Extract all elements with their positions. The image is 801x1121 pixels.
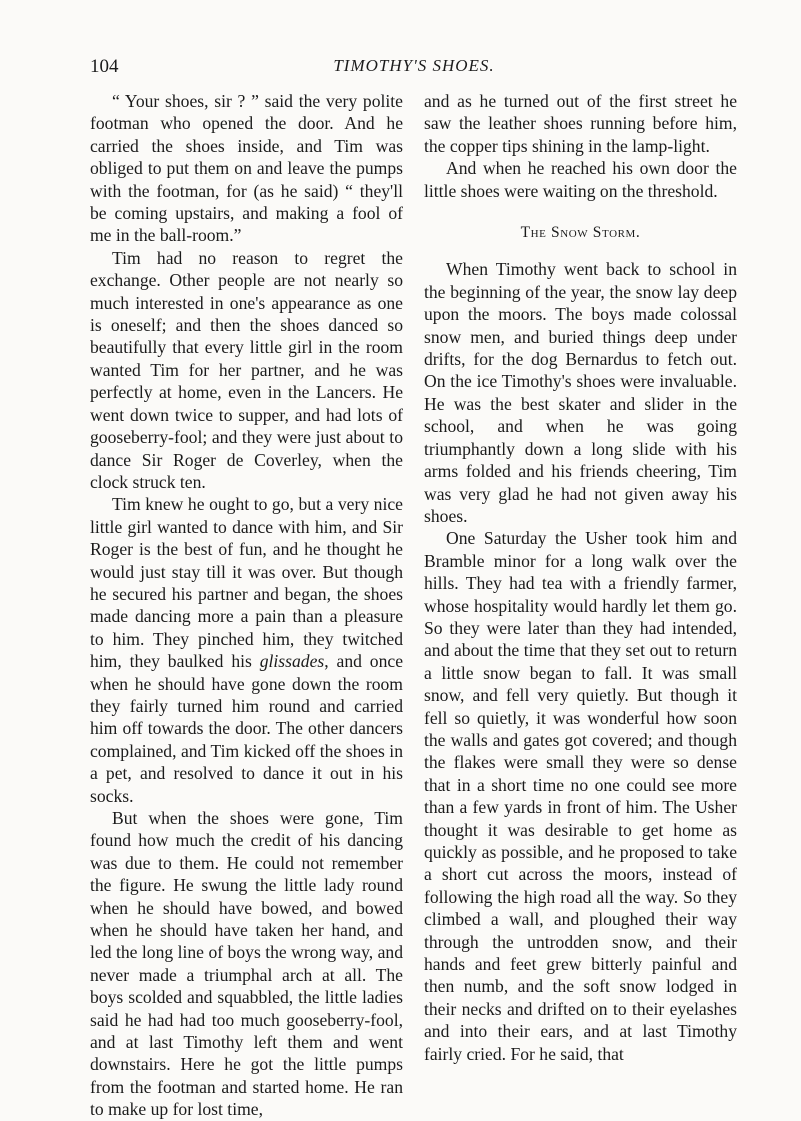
right-column <box>424 90 737 1065</box>
paragraph: “ Your shoes, sir ? ” said the very polite footman who opened the door. And he carried the shoes inside, and Tim was obliged to put them on and leave the pumps with the footman, for (as he said) “ they'll be coming upstairs, and making a fool of me in the ball-room.” <box>90 91 403 246</box>
paragraph: Tim had no reason to regret the exchange. Other people are not nearly so much interested in one's appearance as one is oneself; and then the shoes danced so beautifully that every little girl in the room wanted Tim for her partner, and he was perfectly at home, even in the Lancers. He went down twice to supper, and had lots of gooseberry-fool; and they were just about to dance Sir Roger de Coverley, when the clock struck ten. <box>90 247 403 492</box>
paragraph: When Timothy went back to school in the beginning of the year, the snow lay deep upon the moors. The boys made colossal snow men, and buried things deep under drifts, for the dog Bernardus to fetch out. On the ice Timothy's shoes were invaluable. He was the best skater and slider in the school, and when he was going triumphantly down a long slide with his arms folded and his friends cheering, Tim was very glad he had not given away his shoes. <box>424 259 737 526</box>
paragraph: But when the shoes were gone, Tim found how much the credit of his dancing was due to them. He could not remember the figure. He swung the little lady round when he should have bowed, and bowed when he should have taken her hand, and led the long line of boys the wrong way, and never made a triumphal arch at all. The boys scolded and squabbled, the little ladies said he had had too much gooseberry-fool, and at last Timothy left them and went downstairs. Here he got the little pumps from the footman and started home. He ran to make up for lost time, <box>90 808 403 1120</box>
paragraph: One Saturday the Usher took him and Bramble minor for a long walk over the hills. They had tea with a friendly farmer, whose hospitality would hardly let them go. So they were later than they had intended, and about the time that they set out to return a little snow began to fall. It was small snow, and fell very quietly. But though it fell so quietly, it was wonderful how soon the walls and gates got covered; and though the flakes were small they were so dense that in a short time no one could see more than a few yards in front of him. The Usher thought it was desirable to get home as quickly as possible, and he proposed to take a short cut across the moors, instead of following the high road all the way. So they climbed a wall, and ploughed their way through the untrodden snow, and their hands and feet grew bitterly painful and then numb, and the soft snow lodged in their necks and drifted on to their eyelashes and into their ears, and at last Timothy fairly cried. For he said, that <box>424 528 737 1064</box>
page-number: 104 <box>90 56 119 77</box>
section-heading: The Snow Storm. <box>520 224 641 242</box>
paragraph: Tim knew he ought to go, but a very nice little girl wanted to dance with him, and Sir Roger is the best of fun, and he thought he would just stay till it was over. But though he secured his partner and began, the shoes made dancing more a pain than a pleasure to him. They pinched him, they twitched him, they baulked his glissades, and once when he should have gone down the room they fairly turned him round and carried him off towards the door. The other dancers complained, and Tim kicked off the shoes in a pet, and resolved to dance it out in his socks. <box>90 494 403 806</box>
left-column <box>90 90 403 1121</box>
continued-paragraph: and as he turned out of the first street he saw the leather shoes running before him, the copper tips shining in the lamp-light. <box>424 91 737 156</box>
running-head <box>90 56 738 80</box>
running-title: TIMOTHY'S SHOES. <box>333 56 495 75</box>
paragraph: And when he reached his own door the little shoes were waiting on the threshold. <box>424 158 737 201</box>
